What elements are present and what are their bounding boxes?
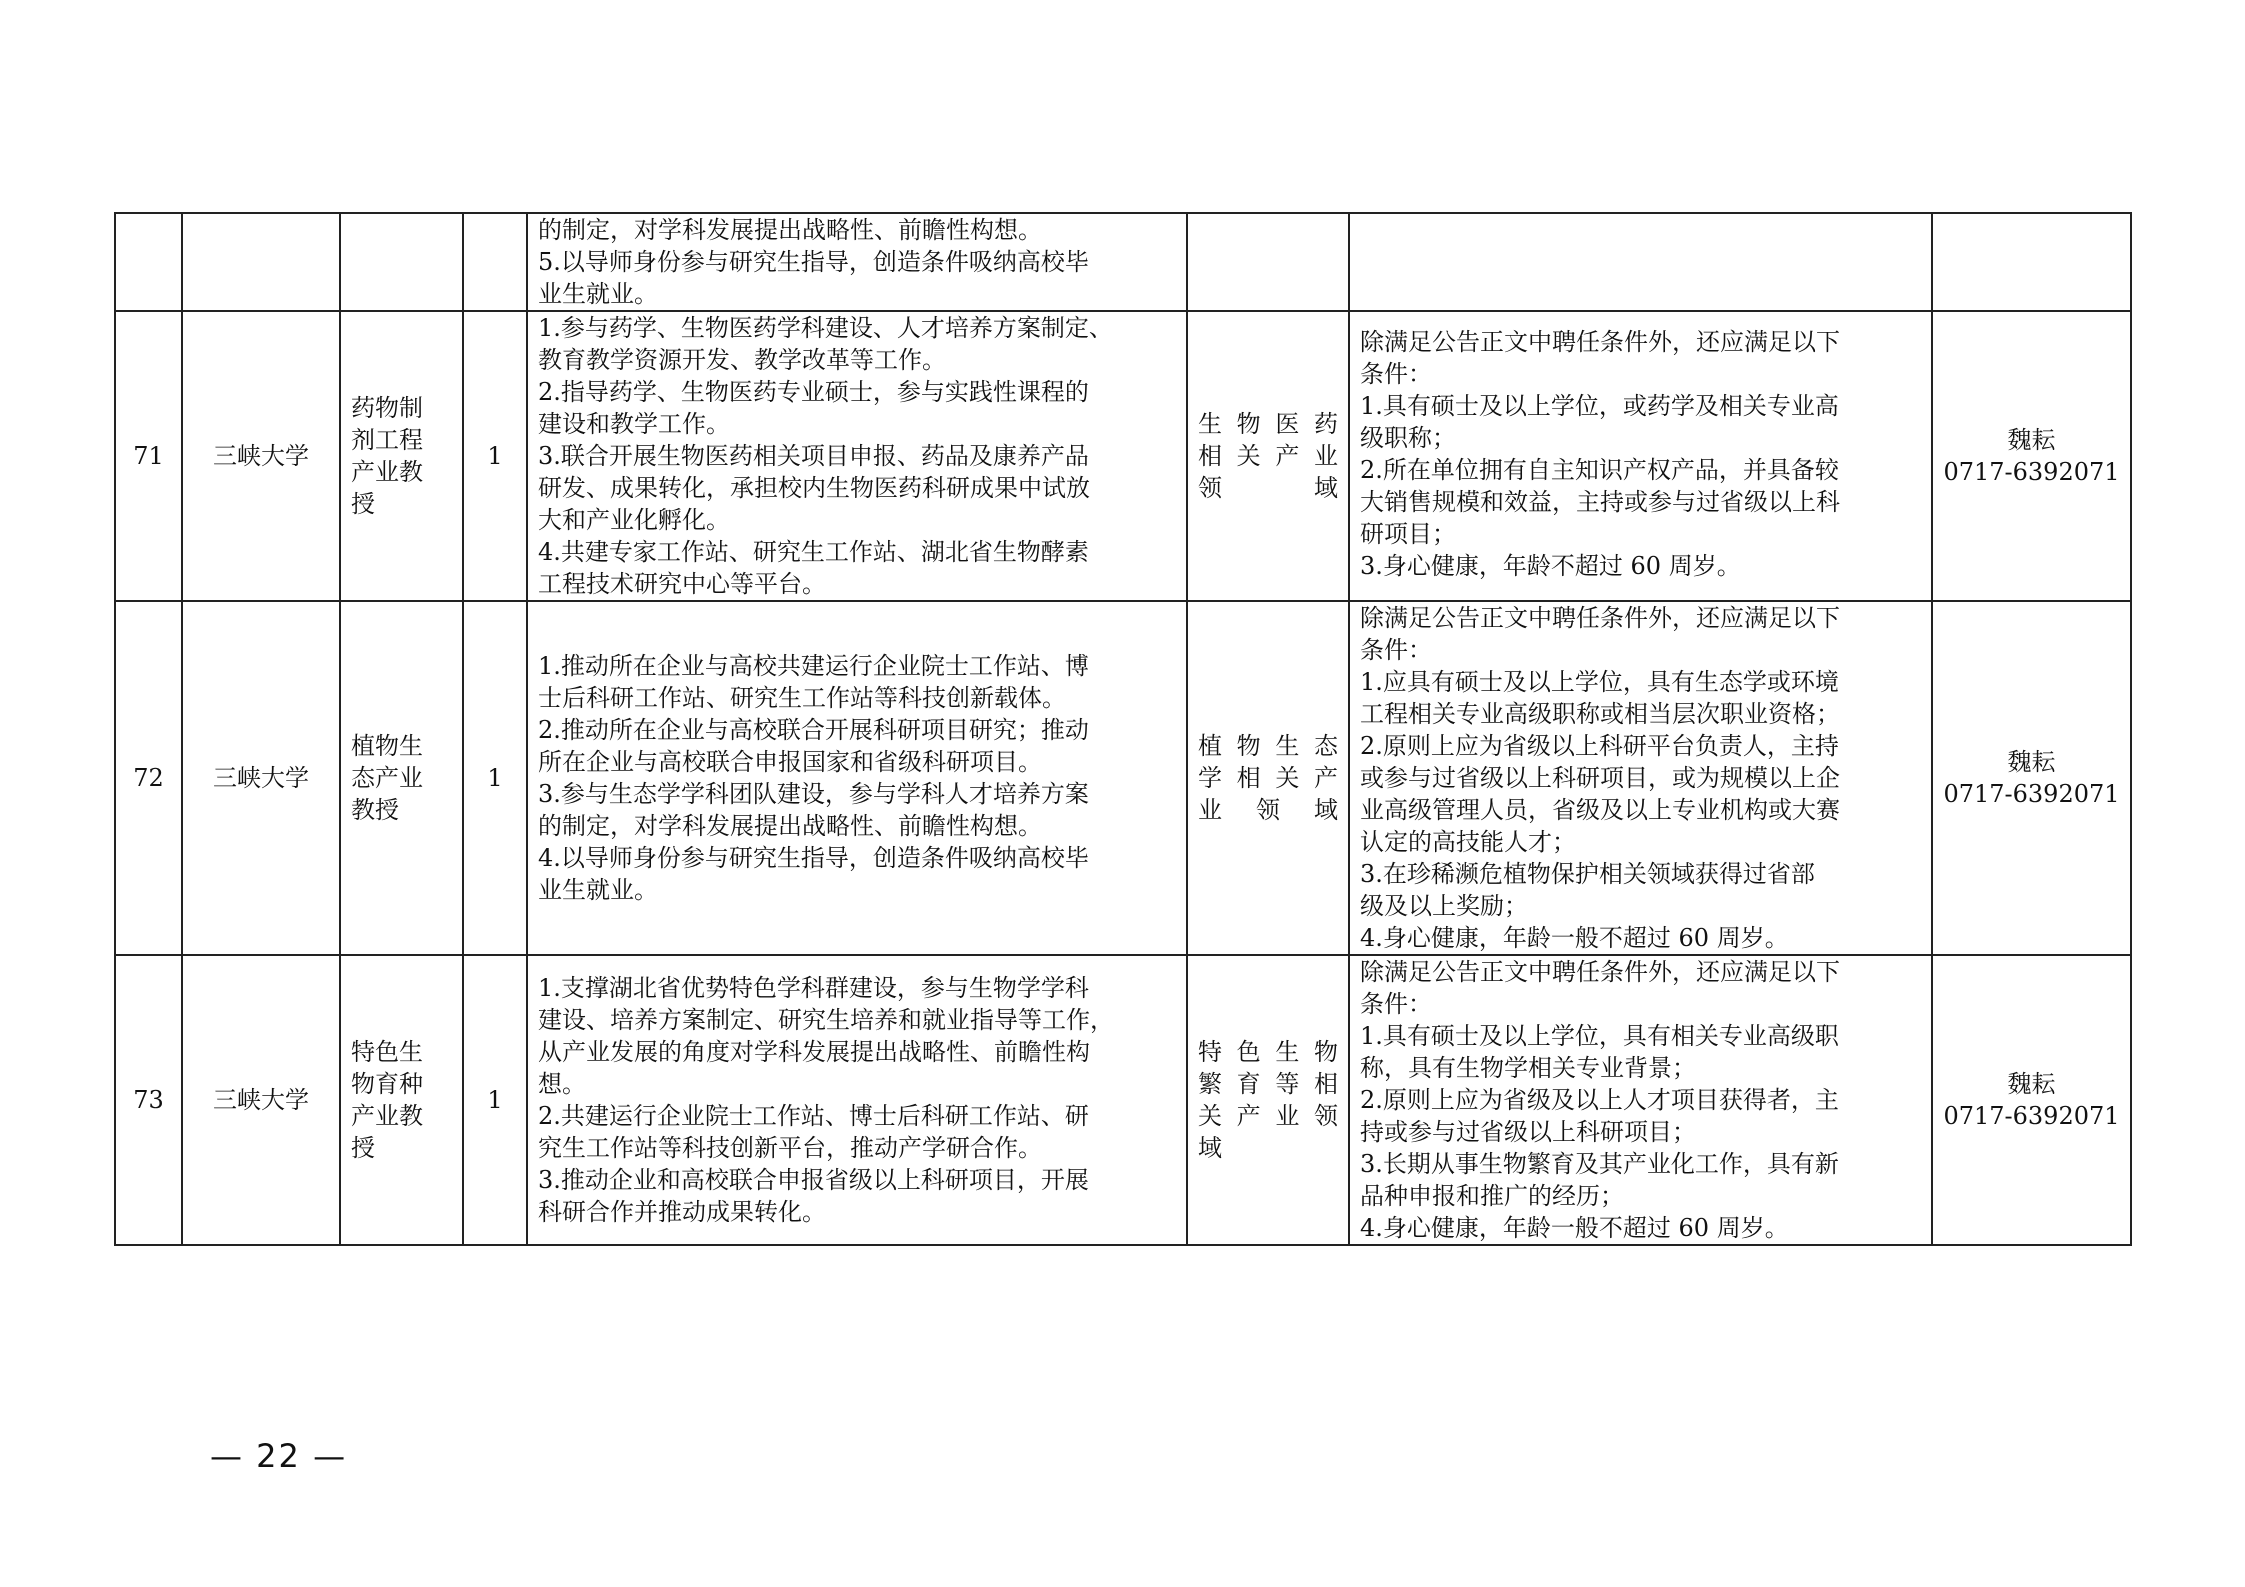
requirement-line: 除满足公告正文中聘任条件外，还应满足以下 — [1360, 328, 1840, 356]
post-cell — [340, 213, 463, 311]
requirement-line: 条件： — [1360, 636, 1432, 664]
duties-cell — [527, 955, 1187, 1245]
requirement-line: 除满足公告正文中聘任条件外，还应满足以下 — [1360, 958, 1840, 986]
duty-line: 2.推动所在企业与高校联合开展科研项目研究；推动 — [538, 716, 1089, 744]
positions-table — [114, 212, 2132, 1246]
table-row — [115, 601, 2131, 955]
duties-cell — [527, 601, 1187, 955]
post-line: 特色生 — [351, 1038, 423, 1066]
field-cell — [1187, 311, 1349, 601]
requirement-line: 研项目； — [1360, 520, 1456, 548]
number-cell: 73 — [115, 955, 182, 1245]
duty-line: 2.指导药学、生物医药专业硕士，参与实践性课程的 — [538, 378, 1089, 406]
post-line: 授 — [351, 1134, 375, 1162]
requirements-cell — [1349, 955, 1932, 1245]
unit-cell: 三峡大学 — [182, 955, 340, 1245]
requirement-line: 称，具有生物学相关专业背景； — [1360, 1054, 1696, 1082]
duty-line: 的制定，对学科发展提出战略性、前瞻性构想。 — [538, 216, 1042, 244]
duty-line: 3.联合开展生物医药相关项目申报、药品及康养产品 — [538, 442, 1089, 470]
contact-phone: 0717-6392071 — [1943, 1102, 2120, 1130]
field-line: 繁育等相 — [1198, 1070, 1338, 1098]
post-cell — [340, 955, 463, 1245]
post-cell — [340, 311, 463, 601]
unit-cell: 三峡大学 — [182, 311, 340, 601]
number-cell — [115, 213, 182, 311]
duty-line: 建设和教学工作。 — [538, 410, 730, 438]
duty-line: 1.推动所在企业与高校共建运行企业院士工作站、博 — [538, 652, 1089, 680]
requirements-cell — [1349, 311, 1932, 601]
duty-line: 的制定，对学科发展提出战略性、前瞻性构想。 — [538, 812, 1042, 840]
requirement-line: 工程相关专业高级职称或相当层次职业资格； — [1360, 700, 1840, 728]
requirement-line: 3.长期从事生物繁育及其产业化工作，具有新 — [1360, 1150, 1839, 1178]
duty-line: 工程技术研究中心等平台。 — [538, 570, 826, 598]
duty-line: 4.以导师身份参与研究生指导，创造条件吸纳高校毕 — [538, 844, 1089, 872]
field-line: 领域 — [1198, 474, 1338, 502]
field-line: 相关产业 — [1198, 442, 1338, 470]
post-cell — [340, 601, 463, 955]
contact-name: 魏耘 — [2007, 748, 2056, 776]
quantity-cell — [463, 213, 527, 311]
duty-line: 2.共建运行企业院士工作站、博士后科研工作站、研 — [538, 1102, 1089, 1130]
table-row-continuation — [115, 213, 2131, 311]
post-line: 授 — [351, 490, 375, 518]
post-line: 教授 — [351, 796, 399, 824]
duty-line: 1.支撑湖北省优势特色学科群建设，参与生物学学科 — [538, 974, 1089, 1002]
duty-line: 3.参与生态学学科团队建设，参与学科人才培养方案 — [538, 780, 1089, 808]
requirement-line: 业高级管理人员，省级及以上专业机构或大赛 — [1360, 796, 1840, 824]
requirement-line: 级职称； — [1360, 424, 1456, 452]
contact-phone: 0717-6392071 — [1943, 780, 2120, 808]
post-line: 产业教 — [351, 1102, 423, 1130]
duty-line: 想。 — [538, 1070, 586, 1098]
requirement-line: 除满足公告正文中聘任条件外，还应满足以下 — [1360, 604, 1840, 632]
requirement-line: 3.身心健康，年龄不超过 60 周岁。 — [1360, 552, 1741, 580]
duty-line: 3.推动企业和高校联合申报省级以上科研项目，开展 — [538, 1166, 1089, 1194]
unit-cell: 三峡大学 — [182, 601, 340, 955]
contact-cell — [1932, 311, 2131, 601]
requirement-line: 4.身心健康，年龄一般不超过 60 周岁。 — [1360, 1214, 1789, 1242]
field-line: 生物医药 — [1198, 410, 1338, 438]
duty-line: 4.共建专家工作站、研究生工作站、湖北省生物酵素 — [538, 538, 1089, 566]
contact-name: 魏耘 — [2007, 1070, 2056, 1098]
field-line: 特色生物 — [1198, 1038, 1338, 1066]
duty-line: 从产业发展的角度对学科发展提出战略性、前瞻性构 — [538, 1038, 1090, 1066]
requirement-line: 条件： — [1360, 990, 1432, 1018]
post-line: 产业教 — [351, 458, 423, 486]
post-line: 物育种 — [351, 1070, 423, 1098]
duty-line: 业生就业。 — [538, 876, 658, 904]
field-cell — [1187, 601, 1349, 955]
contact-cell — [1932, 601, 2131, 955]
table-row — [115, 311, 2131, 601]
number-cell: 72 — [115, 601, 182, 955]
page-number: — 22 — — [210, 1437, 348, 1475]
duty-line: 究生工作站等科技创新平台，推动产学研合作。 — [538, 1134, 1042, 1162]
requirements-cell — [1349, 213, 1932, 311]
unit-cell — [182, 213, 340, 311]
requirement-line: 认定的高技能人才； — [1360, 828, 1576, 856]
requirement-line: 条件： — [1360, 360, 1432, 388]
post-line: 药物制 — [351, 394, 423, 422]
requirement-line: 1.具有硕士及以上学位，具有相关专业高级职 — [1360, 1022, 1839, 1050]
duty-line: 科研合作并推动成果转化。 — [538, 1198, 826, 1226]
duty-line: 1.参与药学、生物医药学科建设、人才培养方案制定、 — [538, 314, 1113, 342]
duty-line: 建设、培养方案制定、研究生培养和就业指导等工作， — [538, 1006, 1114, 1034]
field-line: 域 — [1198, 1134, 1222, 1162]
table-row — [115, 955, 2131, 1245]
requirement-line: 持或参与过省级以上科研项目； — [1360, 1118, 1696, 1146]
duty-line: 教育教学资源开发、教学改革等工作。 — [538, 346, 946, 374]
duties-cell — [527, 213, 1187, 311]
requirement-line: 2.原则上应为省级以上科研平台负责人，主持 — [1360, 732, 1839, 760]
post-line: 态产业 — [351, 764, 423, 792]
contact-phone: 0717-6392071 — [1943, 458, 2120, 486]
requirement-line: 大销售规模和效益，主持或参与过省级以上科 — [1360, 488, 1840, 516]
field-cell — [1187, 955, 1349, 1245]
requirement-line: 2.原则上应为省级及以上人才项目获得者，主 — [1360, 1086, 1839, 1114]
field-line: 关产业领 — [1198, 1102, 1338, 1130]
requirement-line: 3.在珍稀濒危植物保护相关领域获得过省部 — [1360, 860, 1815, 888]
requirement-line: 级及以上奖励； — [1360, 892, 1528, 920]
duty-line: 5.以导师身份参与研究生指导，创造条件吸纳高校毕 — [538, 248, 1089, 276]
field-line: 学相关产 — [1198, 764, 1338, 792]
requirement-line: 或参与过省级以上科研项目，或为规模以上企 — [1360, 764, 1840, 792]
number-cell: 71 — [115, 311, 182, 601]
requirement-line: 品种申报和推广的经历； — [1360, 1182, 1624, 1210]
quantity-cell: 1 — [463, 601, 527, 955]
contact-cell — [1932, 955, 2131, 1245]
quantity-cell: 1 — [463, 955, 527, 1245]
requirement-line: 2.所在单位拥有自主知识产权产品，并具备较 — [1360, 456, 1839, 484]
requirement-line: 1.应具有硕士及以上学位，具有生态学或环境 — [1360, 668, 1839, 696]
duty-line: 所在企业与高校联合申报国家和省级科研项目。 — [538, 748, 1042, 776]
contact-name: 魏耘 — [2007, 426, 2056, 454]
duty-line: 研发、成果转化，承担校内生物医药科研成果中试放 — [538, 474, 1090, 502]
post-line: 植物生 — [351, 732, 423, 760]
duty-line: 士后科研工作站、研究生工作站等科技创新载体。 — [538, 684, 1066, 712]
requirement-line: 4.身心健康，年龄一般不超过 60 周岁。 — [1360, 924, 1789, 952]
requirements-cell — [1349, 601, 1932, 955]
requirement-line: 1.具有硕士及以上学位，或药学及相关专业高 — [1360, 392, 1839, 420]
duty-line: 业生就业。 — [538, 280, 658, 308]
post-line: 剂工程 — [351, 426, 423, 454]
duties-cell — [527, 311, 1187, 601]
quantity-cell: 1 — [463, 311, 527, 601]
field-line: 业领域 — [1198, 796, 1338, 824]
field-cell — [1187, 213, 1349, 311]
field-line: 植物生态 — [1198, 732, 1338, 760]
contact-cell — [1932, 213, 2131, 311]
duty-line: 大和产业化孵化。 — [538, 506, 730, 534]
